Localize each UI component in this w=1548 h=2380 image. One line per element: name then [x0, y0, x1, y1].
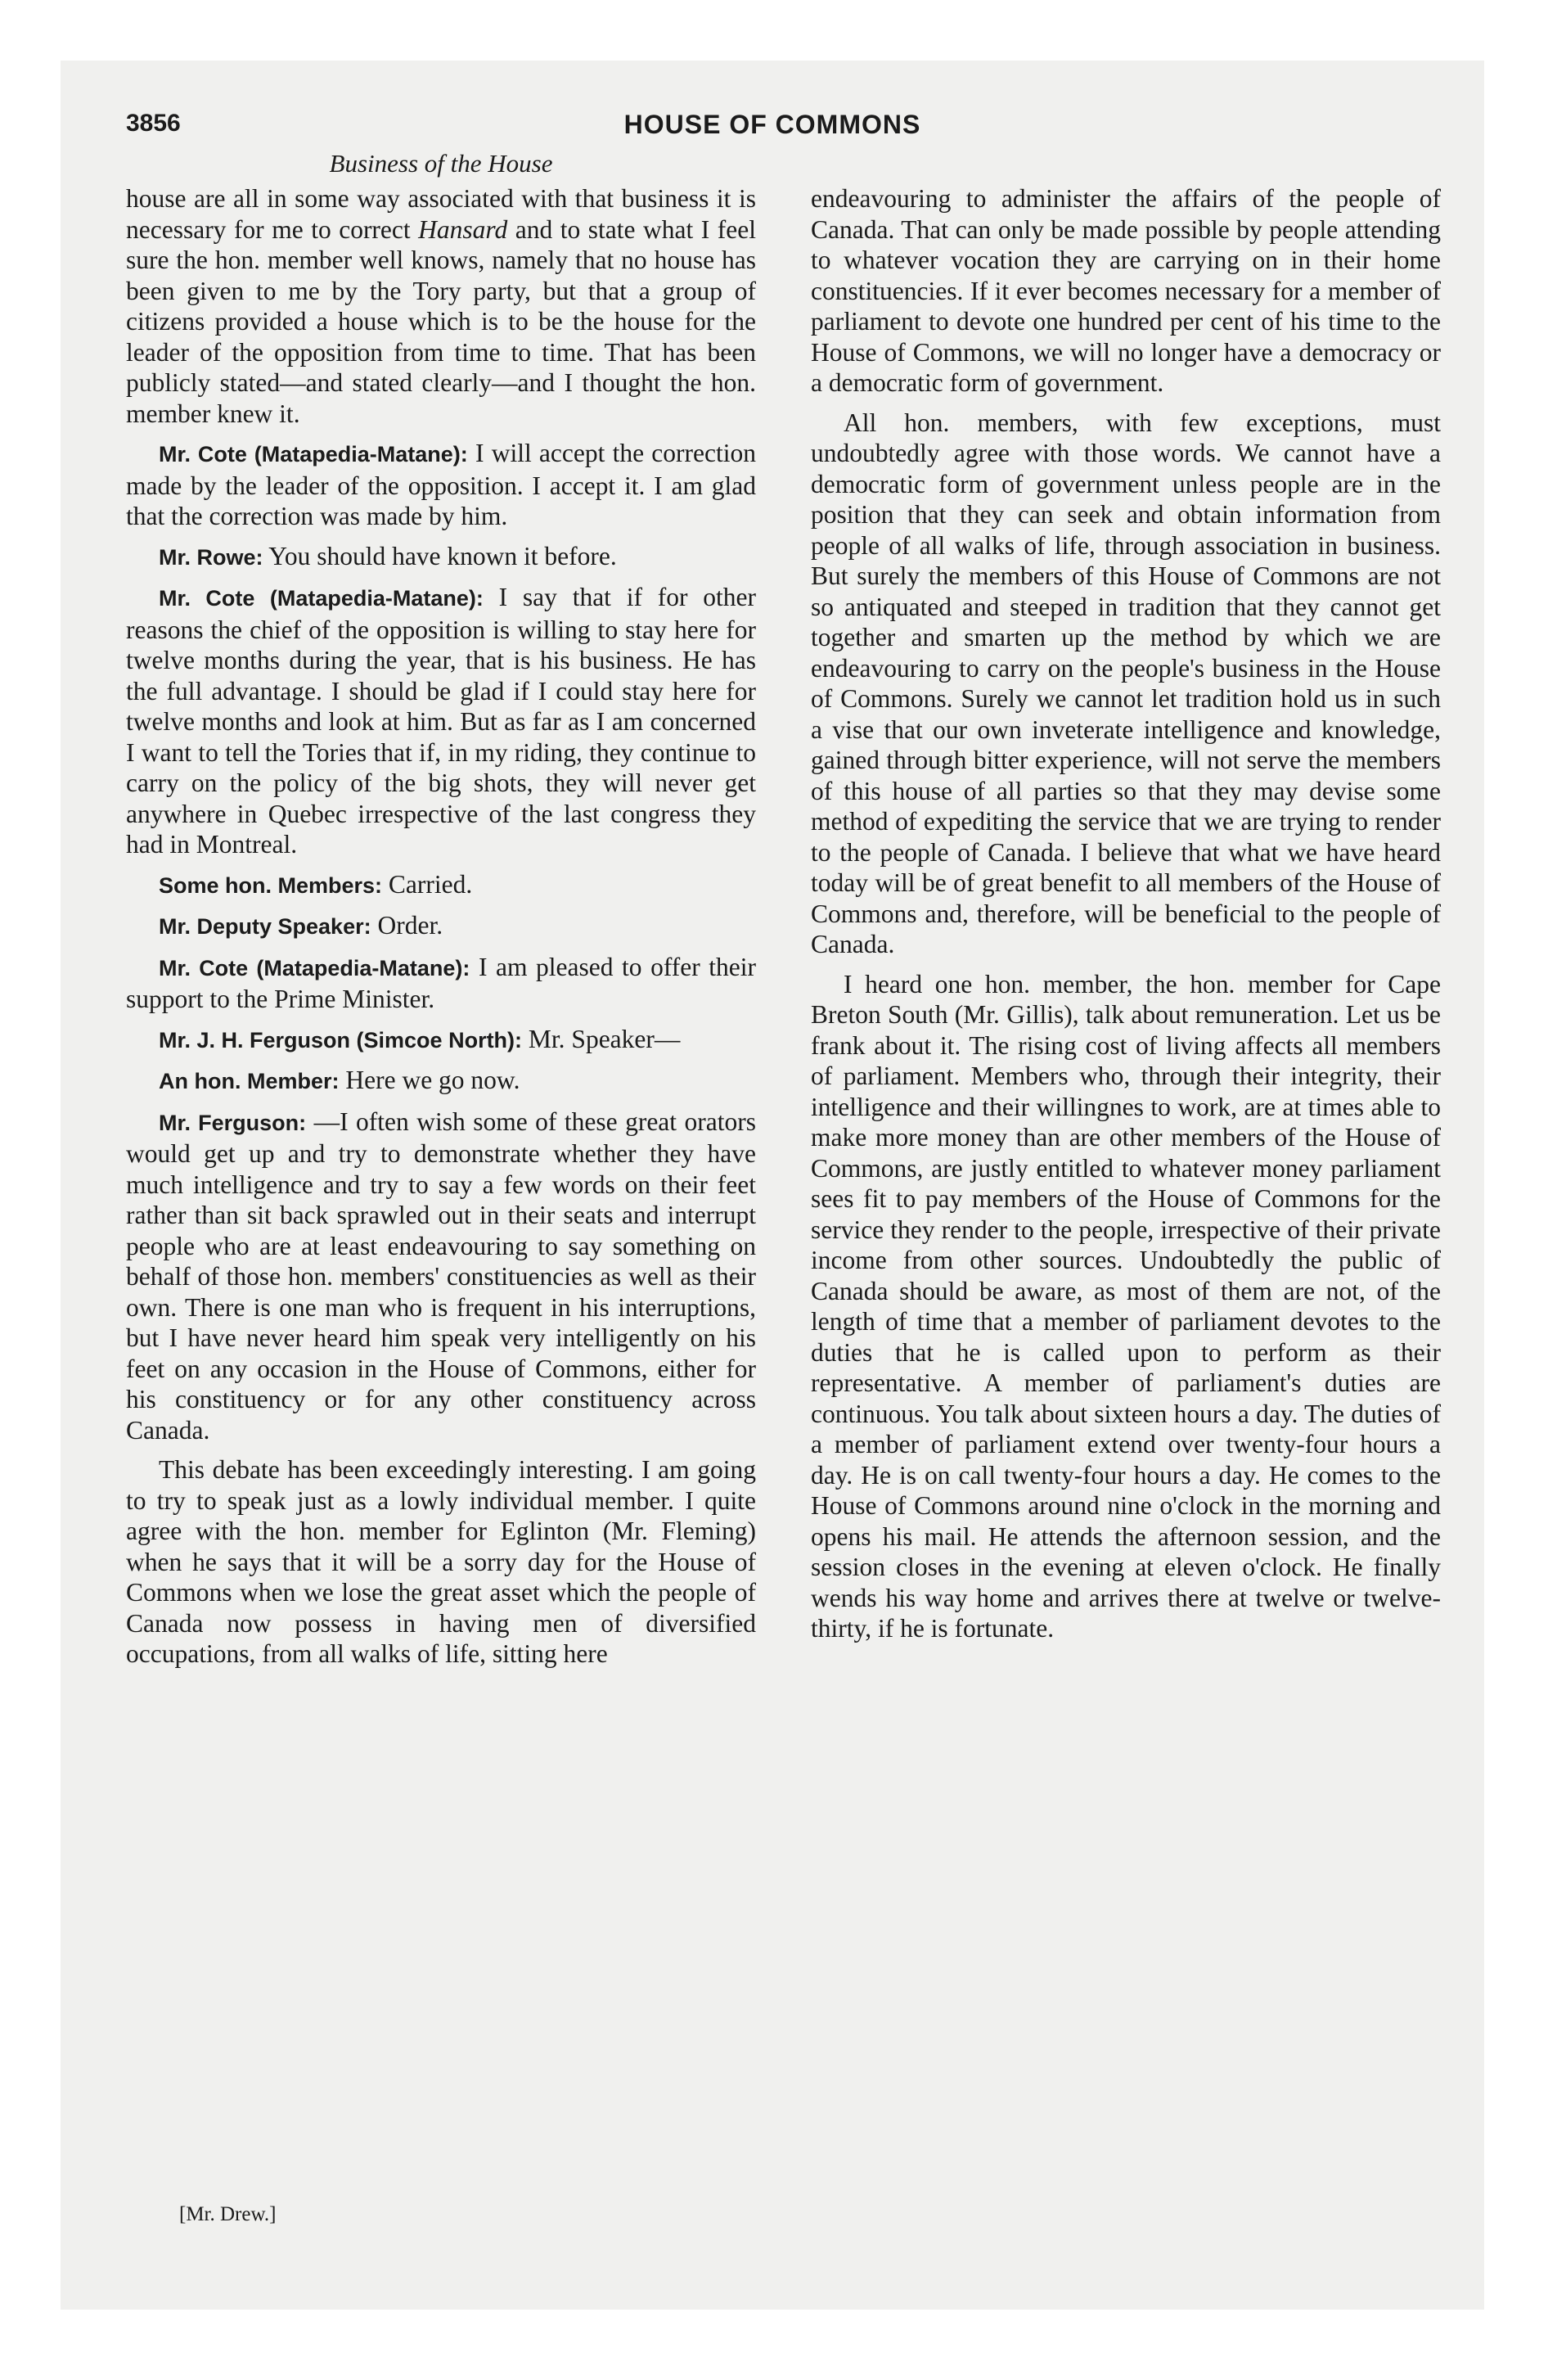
speech-text: I am pleased to offer their support to the Prime Minister.: [126, 952, 756, 1013]
speaker-name: Mr. Cote (Matapedia-Matane):: [159, 442, 468, 467]
paragraph: All hon. members, with few exceptions, must undoubtedly agree with those words. We cannot have a democratic form of government unless people are in the position that they can seek and obtain information from people of all walks of life, through association in business. But surely the members of this House of Commons are not so antiquated and steeped in tradition that they cannot get together and smarten up the method by which we are endeavouring to carry on the people's business in the House of Commons. Surely we cannot let tradition hold us in such a vise that our own inveterate intelligence and knowledge, gained through bitter experience, will not serve the members of this house of all parties so that they may devise some method of expediting the service that we are trying to render to the people of Canada. I believe that what we have heard today will be of great benefit to all members of the House of Commons and, therefore, will be beneficial to the people of Canada.: [811, 408, 1441, 958]
speaker-name: Some hon. Members:: [159, 872, 383, 898]
speech-text: Carried.: [382, 869, 473, 899]
speech-text: —I often wish some of these great orators would get up and try to demonstrate whether they have much intelligence and try to say a few words on their feet rather than sit back sprawled out in their seats and interrupt people who are at least endeavouring to say something on behalf of those hon. members' constituencies as well as their own. There is one man who is frequent in his interruptions, but I have never heard him speak very intelligently on his feet on any occasion in the House of Commons, either for his constituency or for any other constituency across Canada.: [126, 1107, 756, 1445]
speech-text: I will accept the correction made by the leader of the opposition. I accept it. I am glad that the correction was made by him.: [126, 439, 756, 530]
speech-text: Here we go now.: [339, 1066, 520, 1094]
paragraph-text: house are all in some way associated with that business it is necessary for me to correct: [126, 184, 756, 244]
paragraph: [126, 183, 756, 429]
emphasis-text: Hansard: [418, 214, 508, 244]
right-column: [811, 183, 1441, 1653]
speech-paragraph: [126, 1107, 756, 1446]
paragraph: This debate has been exceedingly interesting. I am going to try to speak just as a lowly individual member. I quite agree with the hon. member for Eglinton (Mr. Fleming) when he says that it will be a sorry day for the House of Commons when we lose the great asset which the people of Canada now possess in having men of diversified occupations, from all walks of life, sitting here: [126, 1455, 756, 1668]
paragraph-text: and to state what I feel sure the hon. member well knows, namely that no house has been given to me by the Tory party, but that a group of citizens provided a house which is to be the house for the leader of the opposition from time to time. That has been publicly stated—and stated clearly—and I thought the hon. member knew it.: [126, 214, 756, 428]
speech-paragraph: [126, 438, 756, 532]
footer-note: [Mr. Drew.]: [179, 2203, 277, 2225]
page-title: HOUSE OF COMMONS: [623, 110, 921, 139]
speaker-name: Mr. Cote (Matapedia-Matane):: [159, 955, 470, 980]
speech-paragraph: [126, 1065, 756, 1098]
speech-text: Mr. Speaker—: [522, 1024, 681, 1053]
speaker-name: An hon. Member:: [159, 1069, 340, 1093]
speaker-name: Mr. J. H. Ferguson (Simcoe North):: [159, 1027, 523, 1053]
running-head: Business of the House: [329, 149, 553, 178]
speaker-name: Mr. Rowe:: [159, 544, 263, 570]
speech-paragraph: [126, 910, 756, 943]
paragraph: endeavouring to administer the affairs of the people of Canada. That can only be made possible by people attending to whatever vocation they are carrying on in their home constituencies. If it ever becomes necessary for a member of parliament to devote one hundred per cent of his time to the House of Commons, we will no longer have a democracy or a democratic form of government.: [811, 184, 1441, 397]
speaker-name: Mr. Cote (Matapedia-Matane):: [159, 586, 484, 611]
page-number: 3856: [126, 110, 181, 137]
paragraph: I heard one hon. member, the hon. member for Cape Breton South (Mr. Gillis), talk about remuneration. Let us be frank about it. The rising cost of living affects all members of parliament. Members who, through their integrity, their intelligence and their willingnes to work, are at times able to make more money than are other members of the House of Commons, are justly entitled to whatever money parliament sees fit to pay members of the House of Commons for the service they render to the people, irrespective of their private income from other sources. Undoubtedly the public of Canada should be aware, as most of them are not, of the length of time that a member of parliament devotes to the duties that he is called upon to perform as their representative. A member of parliament's duties are continuous. You talk about sixteen hours a day. The duties of a member of parliament extend over twenty-four hours a day. He is on call twenty-four hours a day. He comes to the House of Commons around nine o'clock in the morning and opens his mail. He attends the afternoon session, and the session closes in the evening at eleven o'clock. He finally wends his way home and arrives there at twelve or twelve-thirty, if he is fortunate.: [811, 969, 1441, 1643]
speech-paragraph: [126, 541, 756, 574]
speech-paragraph: [126, 1024, 756, 1057]
speech-paragraph: [126, 952, 756, 1015]
speech-paragraph: [126, 582, 756, 860]
speech-text: Order.: [371, 911, 443, 940]
speech-text: I say that if for other reasons the chief of the opposition is willing to stay here for twelve months during the year, that is his business. He has the full advantage. I should be glad if I could stay here for twelve months and look at him. But as far as I am concerned I want to tell the Tories that if, in my riding, they continue to carry on the policy of the big shots, they will never get anywhere in Quebec irrespective of the last congress they had in Montreal.: [126, 583, 756, 859]
speech-text: You should have known it before.: [263, 541, 617, 570]
speaker-name: Mr. Ferguson:: [159, 1110, 307, 1135]
left-column: [126, 183, 756, 1679]
speaker-name: Mr. Deputy Speaker:: [159, 914, 371, 939]
speech-paragraph: [126, 869, 756, 902]
scanned-page: [61, 61, 1484, 2310]
